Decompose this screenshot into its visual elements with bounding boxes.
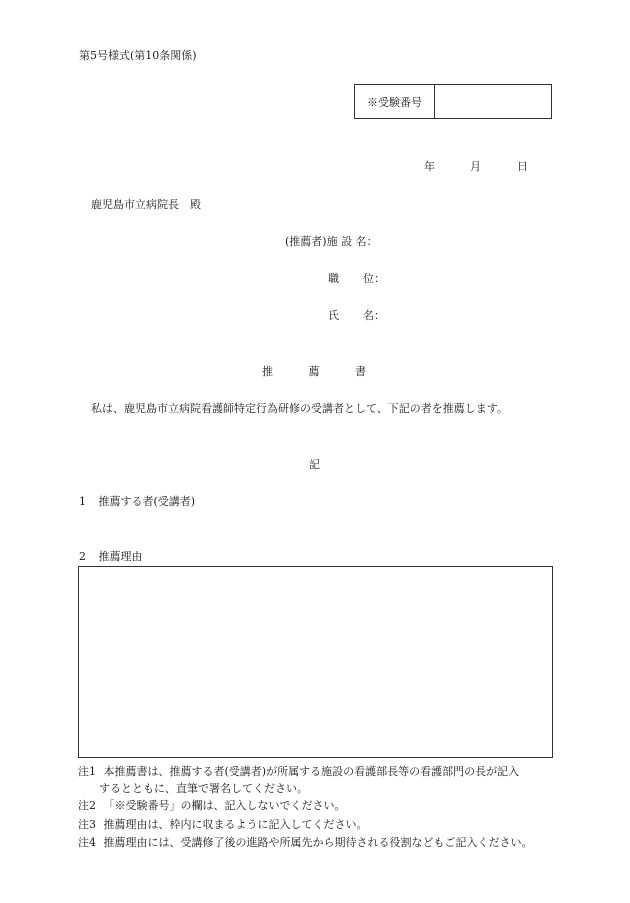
- form-number: 第5号様式(第10条関係): [79, 49, 197, 62]
- note-3-key: 注3: [78, 818, 96, 831]
- ki-heading: 記: [309, 458, 320, 471]
- note-1-line-1: 本推薦書は、推薦する者(受講者)が所属する施設の看護部長等の看護部門の長が記入: [103, 765, 520, 778]
- note-3-line-1: 推薦理由は、枠内に収まるように記入してください。: [103, 818, 368, 831]
- note-3: [78, 817, 368, 833]
- title-char-2: 薦: [308, 365, 320, 378]
- section-1: [79, 495, 195, 509]
- note-2-key: 注2: [78, 799, 96, 812]
- name-label: [328, 309, 385, 323]
- note-2: [78, 798, 346, 814]
- exam-number-field[interactable]: [435, 85, 551, 118]
- date-day: 日: [517, 160, 528, 173]
- name-label-char-1: 氏: [328, 309, 339, 322]
- position-label: [328, 272, 385, 286]
- addressee: 鹿児島市立病院長 殿: [91, 198, 201, 211]
- section-1-number: 1: [79, 495, 86, 508]
- exam-number-box: [354, 84, 552, 119]
- reason-box[interactable]: [78, 566, 553, 758]
- name-label-char-2: 名：: [363, 309, 385, 322]
- note-1-continued: [99, 781, 308, 797]
- body-text: 私は、鹿児島市立病院看護師特定行為研修の受講者として、下記の者を推薦します。: [91, 402, 508, 415]
- section-2-label: 推薦理由: [98, 550, 143, 563]
- note-1: [78, 764, 519, 780]
- date-year: 年: [424, 160, 435, 173]
- document-title: [262, 365, 366, 379]
- date-month: 月: [470, 160, 481, 173]
- position-label-char-1: 職: [328, 272, 339, 285]
- note-4-key: 注4: [78, 836, 96, 849]
- section-2-number: 2: [79, 550, 86, 563]
- facility-label: (推薦者)施 設 名：: [285, 235, 378, 248]
- note-4-line-1: 推薦理由には、受講修了後の進路や所属先から期待される役割などもご記入ください。: [103, 836, 533, 849]
- note-1-line-2: するとともに、直筆で署名してください。: [99, 782, 308, 795]
- note-2-line-1: 「※受験番号」の欄は、記入しないでください。: [103, 799, 346, 812]
- title-char-1: 推: [262, 365, 273, 378]
- title-char-3: 書: [355, 365, 366, 378]
- section-2: [79, 550, 143, 564]
- note-1-key: 注1: [78, 765, 96, 778]
- section-1-label: 推薦する者(受講者): [98, 495, 196, 508]
- exam-number-label: ※受験番号: [355, 85, 435, 118]
- note-4: [78, 835, 533, 851]
- position-label-char-2: 位：: [363, 272, 385, 285]
